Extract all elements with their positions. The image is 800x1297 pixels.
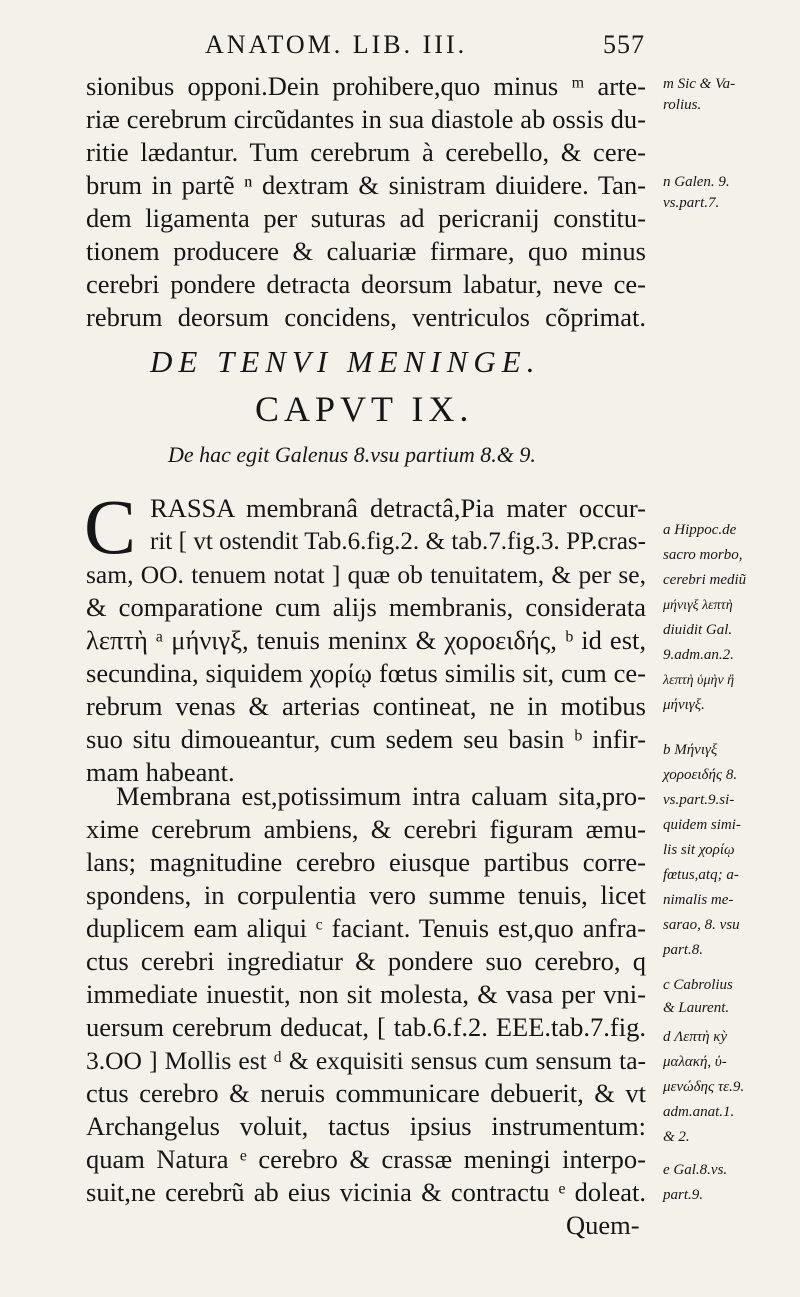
text-line: uersum cerebrum deducat, [ tab.6.f.2. EEE.tab.7.fig. bbox=[86, 1012, 646, 1042]
margin-note-line: cerebri mediũ bbox=[663, 572, 747, 588]
text-line: spondens, in corpulentia vero summe tenuis, licet bbox=[86, 880, 646, 910]
margin-note-line: n Galen. 9. bbox=[663, 174, 730, 190]
margin-note-line: diuidit Gal. bbox=[663, 622, 733, 638]
margin-note-line: lis sit χορίῳ bbox=[663, 842, 735, 858]
text-line: 3.OO ] Mollis est ᵈ & exquisiti sensus cum sensum ta- bbox=[86, 1046, 646, 1075]
margin-note-line: sacro morbo, bbox=[663, 547, 743, 563]
running-header bbox=[205, 30, 645, 66]
text-line: immediate inuestit, non sit molesta, & vasa per vni- bbox=[86, 979, 646, 1009]
margin-note-line: vs.part.9.si- bbox=[663, 792, 735, 808]
text-line: riæ cerebrum circũdantes in sua diastole ab ossis du- bbox=[86, 104, 646, 134]
chapter-subtitle: De hac egit Galenus 8.vsu partium 8.& 9. bbox=[168, 442, 536, 467]
text-line: λεπτὴ ᵃ μήνιγξ, tenuis meninx & χοροειδής, ᵇ id est, bbox=[86, 625, 646, 655]
margin-note-line: μήνιγξ λεπτὴ bbox=[663, 598, 733, 613]
margin-note-line: e Gal.8.vs. bbox=[663, 1162, 728, 1178]
margin-note-line: χοροειδής 8. bbox=[663, 767, 738, 783]
text-line: ritie lædantur. Tum cerebrum à cerebello, & cere- bbox=[86, 137, 646, 167]
margin-note-line: part.9. bbox=[663, 1187, 704, 1203]
margin-note-line: & 2. bbox=[663, 1129, 690, 1145]
text-line: suo situ dimoueantur, cum sedem seu basin ᵇ infir- bbox=[86, 724, 646, 754]
drop-cap: C bbox=[84, 483, 137, 570]
margin-note-line: nimalis me- bbox=[663, 892, 734, 908]
margin-note-line: 9.adm.an.2. bbox=[663, 647, 734, 663]
text-line: RASSA membranâ detractâ,Pia mater occur- bbox=[150, 493, 646, 523]
header-title: ANATOM. LIB. III. bbox=[205, 30, 468, 59]
text-line: xime cerebrum ambiens, & cerebri figuram æmu- bbox=[86, 814, 646, 844]
margin-note-line: c Cabrolius bbox=[663, 977, 733, 993]
text-line: Membrana est,potissimum intra caluam sita,pro- bbox=[116, 781, 646, 811]
margin-note-line: adm.anat.1. bbox=[663, 1104, 735, 1120]
page-number: 557 bbox=[603, 30, 645, 59]
margin-note-line: b Μήνιγξ bbox=[663, 742, 718, 758]
margin-note-line: fœtus,atq; a- bbox=[663, 867, 739, 883]
section-title: DE TENVI MENINGE. bbox=[150, 344, 541, 379]
margin-note-line: d Λεπτὴ κỳ bbox=[663, 1029, 728, 1045]
margin-note-line: λεπτὴ ὑμὴν ἢ bbox=[663, 673, 735, 688]
text-line: secundina, siquidem χορίῳ fœtus similis sit, cum ce- bbox=[86, 658, 646, 688]
margin-note-line: rolius. bbox=[663, 97, 702, 113]
margin-note-line: vs.part.7. bbox=[663, 195, 720, 211]
margin-note-line: μενώδης τε.9. bbox=[663, 1079, 745, 1095]
text-line: tionem producere & caluariæ firmare, quo minus bbox=[86, 236, 646, 266]
text-line: ctus cerebri ingrediatur & pondere suo cerebro, q bbox=[86, 946, 646, 976]
text-line: ctus cerebro & neruis communicare debuerit, & vt bbox=[86, 1078, 646, 1108]
margin-note-line: quidem simi- bbox=[663, 817, 741, 833]
text-line: cerebri pondere detracta deorsum labatur, neve ce- bbox=[86, 269, 646, 299]
text-line: lans; magnitudine cerebro eiusque partibus corre- bbox=[86, 847, 646, 877]
text-line: brum in partẽ ⁿ dextram & sinistram diuidere. Tan- bbox=[86, 170, 646, 200]
text-line: rebrum deorsum concidens, ventriculos cõprimat. bbox=[86, 302, 646, 332]
margin-note-line: μήνιγξ. bbox=[663, 697, 705, 713]
margin-note-line: & Laurent. bbox=[663, 1000, 730, 1016]
margin-note-line: μαλακή, ὑ- bbox=[663, 1054, 727, 1070]
margin-note-line: a Hippoc.de bbox=[663, 522, 737, 538]
text-line: dem ligamenta per suturas ad pericranij constitu- bbox=[86, 203, 646, 233]
text-line: Archangelus voluit, tactus ipsius instrumentum: bbox=[86, 1111, 646, 1141]
catchword: Quem- bbox=[566, 1210, 640, 1240]
text-line: quam Natura ᵉ cerebro & crassæ meningi interpo- bbox=[86, 1144, 646, 1174]
margin-note-line: m Sic & Va- bbox=[663, 76, 736, 92]
text-line: mam habeant. bbox=[86, 757, 235, 787]
text-line: rebrum venas & arterias contineat, ne in motibus bbox=[86, 691, 646, 721]
text-line: suit,ne cerebrũ ab eius vicinia & contractu ᵉ doleat. bbox=[86, 1177, 646, 1207]
text-line: sam, OO. tenuem notat ] quæ ob tenuitatem, & per se, bbox=[86, 560, 646, 589]
text-line: rit [ vt ostendit Tab.6.fig.2. & tab.7.fig.3. PP.cras- bbox=[150, 528, 646, 555]
margin-note-line: sarao, 8. vsu bbox=[663, 917, 740, 933]
text-line: sionibus opponi.Dein prohibere,quo minus ᵐ arte- bbox=[86, 71, 646, 101]
margin-note-line: part.8. bbox=[663, 942, 704, 958]
text-line: & comparatione cum alijs membranis, considerata bbox=[86, 592, 646, 622]
text-line: duplicem eam aliqui ᶜ faciant. Tenuis est,quo anfra- bbox=[86, 913, 646, 943]
chapter-title: CAPVT IX. bbox=[255, 389, 474, 429]
